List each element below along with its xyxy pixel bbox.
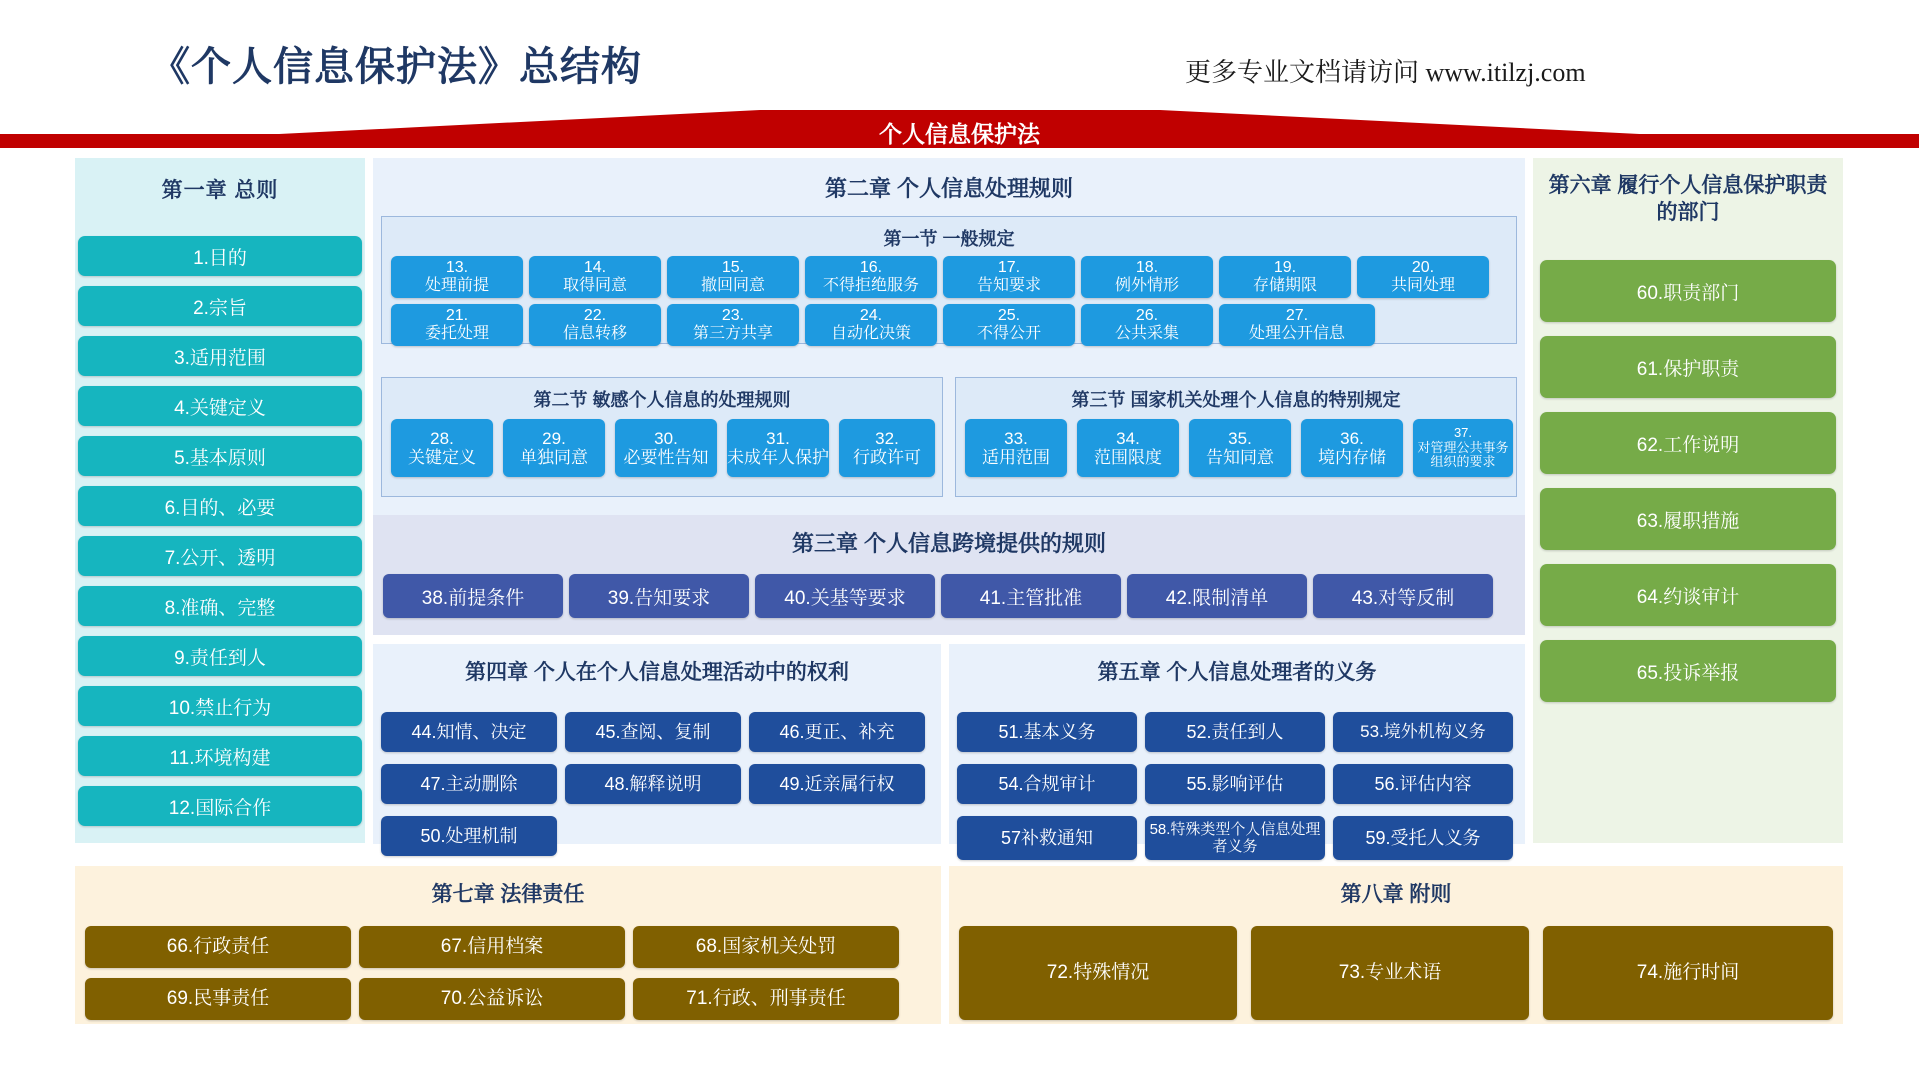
chip-label: 告知要求	[976, 277, 1041, 294]
chip-41[interactable]: 41.主管批准	[941, 574, 1121, 618]
chip-57[interactable]: 57补救通知	[957, 816, 1137, 860]
chip-74[interactable]: 74.施行时间	[1543, 926, 1833, 1020]
banner-label: 个人信息保护法	[879, 121, 1040, 147]
section-title: 第二节 敏感个人信息的处理规则	[533, 390, 791, 410]
list-item[interactable]: 63.履职措施	[1540, 488, 1836, 550]
chapter-5-title: 第五章 个人信息处理者的义务	[1097, 661, 1377, 684]
chip-number: 18.	[1135, 259, 1159, 277]
chip-label: 对管理公共事务组织的要求	[1417, 439, 1509, 470]
chip-number: 17.	[997, 259, 1021, 277]
chip-34[interactable]	[1077, 419, 1179, 477]
chip-15[interactable]	[667, 256, 799, 298]
chip-label: 不得拒绝服务	[822, 277, 919, 294]
list-item[interactable]: 2.宗旨	[78, 286, 362, 326]
chip-label: 必要性告知	[623, 448, 709, 467]
chapter-1-item-list	[78, 236, 362, 836]
chip-23[interactable]	[667, 304, 799, 346]
chip-31[interactable]	[727, 419, 829, 477]
chip-label: 不得公开	[976, 325, 1041, 342]
chip-44[interactable]: 44.知情、决定	[381, 712, 557, 752]
list-item[interactable]: 65.投诉举报	[1540, 640, 1836, 702]
section-title: 第一节 一般规定	[883, 229, 1015, 249]
chip-66[interactable]: 66.行政责任	[85, 926, 351, 968]
chip-number: 19.	[1273, 259, 1297, 277]
chip-59[interactable]: 59.受托人义务	[1333, 816, 1513, 860]
list-item[interactable]: 10.禁止行为	[78, 686, 362, 726]
list-item[interactable]: 9.责任到人	[78, 636, 362, 676]
chip-label: 共同处理	[1390, 277, 1455, 294]
chip-55[interactable]: 55.影响评估	[1145, 764, 1325, 804]
chip-number: 20.	[1411, 259, 1435, 277]
chip-42[interactable]: 42.限制清单	[1127, 574, 1307, 618]
list-item[interactable]: 60.职责部门	[1540, 260, 1836, 322]
chip-label: 单独同意	[520, 448, 588, 467]
chip-52[interactable]: 52.责任到人	[1145, 712, 1325, 752]
page-title: 《个人信息保护法》总结构	[150, 45, 642, 89]
list-item[interactable]: 12.国际合作	[78, 786, 362, 826]
chip-58[interactable]: 58.特殊类型个人信息处理者义务	[1145, 816, 1325, 860]
chip-25[interactable]	[943, 304, 1075, 346]
chip-number: 21.	[445, 307, 469, 325]
list-item[interactable]: 8.准确、完整	[78, 586, 362, 626]
chip-28[interactable]	[391, 419, 493, 477]
chip-50[interactable]: 50.处理机制	[381, 816, 557, 856]
chip-number: 28.	[430, 428, 454, 448]
chip-number: 31.	[766, 428, 790, 448]
chip-number: 33.	[1004, 428, 1028, 448]
chip-number: 35.	[1228, 428, 1252, 448]
chip-56[interactable]: 56.评估内容	[1333, 764, 1513, 804]
chapter-8-title: 第八章 附则	[1340, 883, 1452, 906]
chip-19[interactable]	[1219, 256, 1351, 298]
chip-label: 第三方共享	[692, 325, 773, 342]
chip-label: 公共采集	[1114, 325, 1179, 342]
chip-label: 例外情形	[1114, 277, 1179, 294]
chip-27[interactable]	[1219, 304, 1375, 346]
chip-label: 范围限度	[1094, 448, 1162, 467]
chip-45[interactable]: 45.查阅、复制	[565, 712, 741, 752]
chip-label: 存储期限	[1252, 277, 1317, 294]
chip-71[interactable]: 71.行政、刑事责任	[633, 978, 899, 1020]
chip-49[interactable]: 49.近亲属行权	[749, 764, 925, 804]
chip-17[interactable]	[943, 256, 1075, 298]
chip-24[interactable]	[805, 304, 937, 346]
chip-label: 未成年人保护	[727, 448, 829, 467]
chip-label: 信息转移	[562, 325, 627, 342]
chip-number: 27.	[1285, 307, 1309, 325]
chip-14[interactable]	[529, 256, 661, 298]
list-item[interactable]: 62.工作说明	[1540, 412, 1836, 474]
chip-number: 14.	[583, 259, 607, 277]
chapter-1-title: 第一章 总则	[161, 179, 279, 202]
chip-21[interactable]	[391, 304, 523, 346]
chip-number: 15.	[721, 259, 745, 277]
chip-72[interactable]: 72.特殊情况	[959, 926, 1237, 1020]
chip-number: 29.	[542, 428, 566, 448]
chapter-6-item-list	[1540, 260, 1836, 716]
chip-35[interactable]	[1189, 419, 1291, 477]
chapter-6-title: 第六章 履行个人信息保护职责的部门	[1548, 174, 1828, 225]
chip-label: 处理前提	[424, 277, 489, 294]
chip-30[interactable]	[615, 419, 717, 477]
law-banner	[0, 110, 1919, 148]
chip-33[interactable]	[965, 419, 1067, 477]
chip-32[interactable]	[839, 419, 935, 477]
list-item[interactable]: 3.适用范围	[78, 336, 362, 376]
chip-label: 告知同意	[1206, 448, 1274, 467]
chip-13[interactable]	[391, 256, 523, 298]
chip-47[interactable]: 47.主动删除	[381, 764, 557, 804]
chip-number: 13.	[445, 259, 469, 277]
list-item[interactable]: 4.关键定义	[78, 386, 362, 426]
chip-number: 16.	[859, 259, 883, 277]
chip-29[interactable]	[503, 419, 605, 477]
chapter-2-title: 第二章 个人信息处理规则	[824, 176, 1074, 201]
chip-48[interactable]: 48.解释说明	[565, 764, 741, 804]
chip-36[interactable]	[1301, 419, 1403, 477]
list-item[interactable]: 11.环境构建	[78, 736, 362, 776]
chip-label: 委托处理	[424, 325, 489, 342]
chip-label: 境内存储	[1318, 448, 1386, 467]
section-title: 第三节 国家机关处理个人信息的特别规定	[1071, 390, 1401, 410]
chip-38[interactable]: 38.前提条件	[383, 574, 563, 618]
chip-number: 25.	[997, 307, 1021, 325]
chip-label: 处理公开信息	[1248, 325, 1345, 342]
chip-number: 36.	[1340, 428, 1364, 448]
chip-number: 26.	[1135, 307, 1159, 325]
chapter-3-title: 第三章 个人信息跨境提供的规则	[791, 531, 1107, 556]
chapter-4-title: 第四章 个人在个人信息处理活动中的权利	[465, 661, 849, 684]
chip-53[interactable]: 53.境外机构义务	[1333, 712, 1513, 752]
list-item[interactable]: 7.公开、透明	[78, 536, 362, 576]
chip-26[interactable]	[1081, 304, 1213, 346]
chip-label: 行政许可	[853, 448, 921, 467]
chip-16[interactable]	[805, 256, 937, 298]
chip-label: 适用范围	[982, 448, 1050, 467]
chip-number: 22.	[583, 307, 607, 325]
chapter-7-title: 第七章 法律责任	[431, 883, 585, 906]
chip-51[interactable]: 51.基本义务	[957, 712, 1137, 752]
chip-40[interactable]: 40.关基等要求	[755, 574, 935, 618]
chip-68[interactable]: 68.国家机关处罚	[633, 926, 899, 968]
chip-37[interactable]	[1413, 419, 1513, 477]
list-item[interactable]: 61.保护职责	[1540, 336, 1836, 398]
chip-69[interactable]: 69.民事责任	[85, 978, 351, 1020]
chip-67[interactable]: 67.信用档案	[359, 926, 625, 968]
watermark-text: 更多专业文档请访问 www.itilzj.com	[1185, 58, 1586, 87]
chip-number: 34.	[1116, 428, 1140, 448]
chip-number: 37.	[1453, 425, 1473, 441]
chip-label: 关键定义	[408, 448, 476, 467]
chip-43[interactable]: 43.对等反制	[1313, 574, 1493, 618]
chip-label: 取得同意	[562, 277, 627, 294]
chip-39[interactable]: 39.告知要求	[569, 574, 749, 618]
chip-73[interactable]: 73.专业术语	[1251, 926, 1529, 1020]
list-item[interactable]: 5.基本原则	[78, 436, 362, 476]
chip-54[interactable]: 54.合规审计	[957, 764, 1137, 804]
chip-22[interactable]	[529, 304, 661, 346]
chip-number: 30.	[654, 428, 678, 448]
chip-number: 24.	[859, 307, 883, 325]
list-item[interactable]: 1.目的	[78, 236, 362, 276]
list-item[interactable]: 64.约谈审计	[1540, 564, 1836, 626]
chip-number: 32.	[875, 428, 899, 448]
chip-label: 撤回同意	[700, 277, 765, 294]
chip-18[interactable]	[1081, 256, 1213, 298]
chip-46[interactable]: 46.更正、补充	[749, 712, 925, 752]
chip-number: 23.	[721, 307, 745, 325]
chip-20[interactable]	[1357, 256, 1489, 298]
chip-label: 自动化决策	[830, 325, 911, 342]
chip-70[interactable]: 70.公益诉讼	[359, 978, 625, 1020]
list-item[interactable]: 6.目的、必要	[78, 486, 362, 526]
